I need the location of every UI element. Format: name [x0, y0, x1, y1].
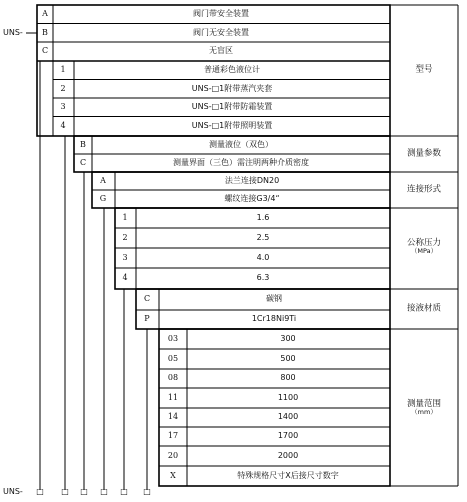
category-label: 接液材质 — [406, 303, 442, 314]
desc-cell: 1.6 — [256, 213, 270, 222]
code-box-2: □ — [61, 487, 69, 496]
desc-cell: 4.0 — [256, 253, 270, 262]
desc-cell: 法兰连接DN20 — [224, 176, 280, 185]
desc-cell: 1400 — [277, 412, 299, 421]
desc-cell: 螺纹连接G3/4“ — [224, 194, 280, 203]
desc-cell: 300 — [280, 334, 296, 343]
code-box-6: □ — [143, 487, 151, 496]
category-label: 公称压力 （MPa） — [406, 237, 442, 256]
code-cell: 20 — [167, 451, 179, 460]
code-cell: 08 — [167, 373, 179, 382]
desc-cell: 测量界面（三色）需注明两种介质密度 — [173, 158, 309, 167]
code-cell: C — [79, 158, 87, 167]
code-cell: 17 — [167, 431, 179, 440]
desc-cell: 2000 — [277, 451, 299, 460]
model-prefix-bottom: UNS- — [3, 487, 23, 496]
code-cell: A — [100, 176, 106, 185]
code-box-5: □ — [120, 487, 128, 496]
code-cell: 4 — [122, 273, 128, 282]
desc-cell: 1Cr18Ni9Ti — [251, 314, 297, 323]
desc-cell: 特殊规格尺寸X后接尺寸数字 — [237, 471, 339, 480]
code-cell: P — [144, 314, 150, 323]
desc-cell: 测量液位（双色） — [209, 140, 273, 149]
code-box-4: □ — [100, 487, 108, 496]
category-label: 测量参数 — [406, 148, 442, 159]
desc-cell: 6.3 — [256, 273, 270, 282]
desc-cell: 800 — [280, 373, 296, 382]
code-box-3: □ — [80, 487, 88, 496]
code-box-1: □ — [36, 487, 44, 496]
desc-cell: 阀门无安全装置 — [193, 28, 249, 37]
code-cell: 3 — [60, 102, 66, 111]
desc-cell: 2.5 — [256, 233, 270, 242]
code-cell: C — [143, 294, 151, 303]
category-label: 连接形式 — [406, 184, 442, 195]
desc-cell: UNS-□1附带蒸汽夹套 — [191, 84, 273, 93]
code-cell: 14 — [167, 412, 179, 421]
desc-cell: UNS-□1附带照明装置 — [191, 121, 273, 130]
code-cell: 1 — [60, 65, 66, 74]
code-cell: 3 — [122, 253, 128, 262]
desc-cell: 阀门带安全装置 — [193, 9, 249, 18]
code-cell: 05 — [167, 354, 179, 363]
code-cell: 03 — [167, 334, 179, 343]
code-cell: 4 — [60, 121, 66, 130]
code-cell: 2 — [122, 233, 128, 242]
desc-cell: 1700 — [277, 431, 299, 440]
code-cell: 2 — [60, 84, 66, 93]
category-label: 型号 — [415, 64, 433, 75]
code-cell: G — [99, 194, 107, 203]
code-cell: B — [42, 28, 48, 37]
code-cell: 11 — [167, 393, 179, 402]
code-cell: 1 — [122, 213, 128, 222]
code-cell: B — [80, 140, 86, 149]
desc-cell: 碳钢 — [266, 294, 282, 303]
desc-cell: 普通彩色液位计 — [204, 65, 260, 74]
desc-cell: 无盲区 — [209, 46, 233, 55]
desc-cell: UNS-□1附带防霜装置 — [191, 102, 273, 111]
desc-cell: 500 — [280, 354, 296, 363]
code-cell: A — [42, 9, 48, 18]
desc-cell: 1100 — [277, 393, 299, 402]
model-prefix-top: UNS- — [3, 28, 23, 37]
code-cell: X — [170, 471, 176, 480]
code-cell: C — [41, 46, 49, 55]
category-label: 测量范围 （mm） — [406, 398, 442, 417]
